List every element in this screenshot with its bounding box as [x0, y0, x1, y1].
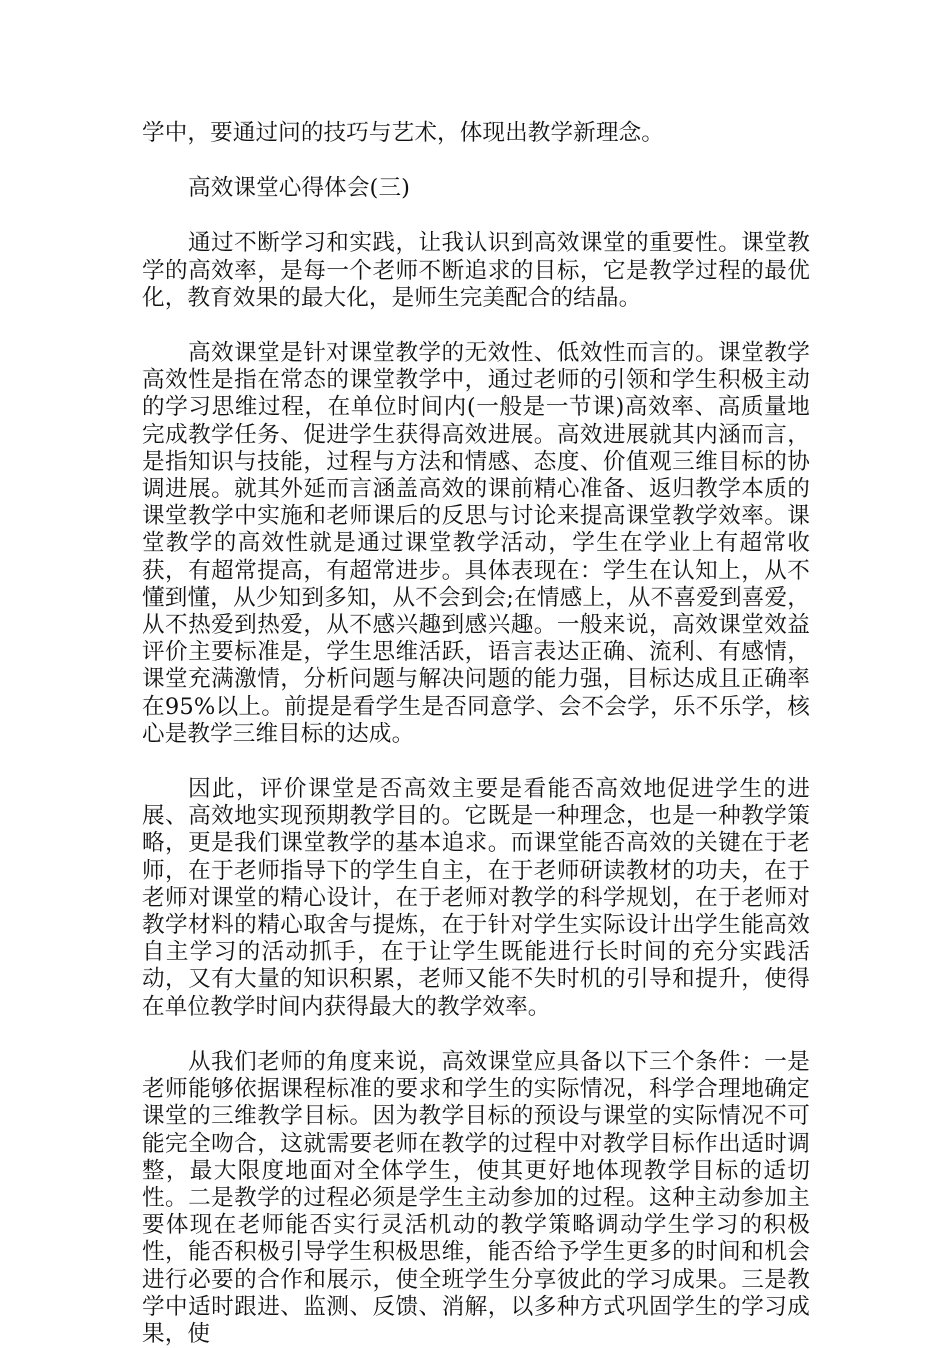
paragraph-intro: 通过不断学习和实践，让我认识到高效课堂的重要性。课堂教学的高效率，是每一个老师不断追求的目标，它是教学过程的最优化，教育效果的最大化，是师生完美配合的结晶。	[142, 230, 810, 311]
document-page	[142, 120, 810, 1348]
paragraph-definition: 高效课堂是针对课堂教学的无效性、低效性而言的。课堂教学高效性是指在常态的课堂教学中，通过老师的引领和学生积极主动的学习思维过程，在单位时间内(一般是一节课)高效率、高质量地完成教学任务、促进学生获得高效进展。高效进展就其内涵而言，是指知识与技能，过程与方法和情感、态度、价值观三维目标的协调进展。就其外延而言涵盖高效的课前精心准备、返归教学本质的课堂教学中实施和老师课后的反思与讨论来提高课堂教学效率。课堂教学的高效性就是通过课堂教学活动，学生在学业上有超常收获，有超常提高，有超常进步。具体表现在：学生在认知上，从不懂到懂，从少知到多知，从不会到会;在情感上，从不喜爱到喜爱，从不热爱到热爱，从不感兴趣到感兴趣。一般来说，高效课堂效益评价主要标准是，学生思维活跃，语言表达正确、流利、有感情，课堂充满激情，分析问题与解决问题的能力强，目标达成且正确率在95%以上。前提是看学生是否同意学、会不会学，乐不乐学，核心是教学三维目标的达成。	[142, 340, 810, 747]
paragraph-conditions: 从我们老师的角度来说，高效课堂应具备以下三个条件：一是老师能够依据课程标准的要求和学生的实际情况，科学合理地确定课堂的三维教学目标。因为教学目标的预设与课堂的实际情况不可能完全吻合，这就需要老师在教学的过程中对教学目标作出适时调整，最大限度地面对全体学生，使其更好地体现教学目标的适切性。二是教学的过程必须是学生主动参加的过程。这种主动参加主要体现在老师能否实行灵活机动的教学策略调动学生学习的积极性，能否积极引导学生积极思维，能否给予学生更多的时间和机会进行必要的合作和展示，使全班学生分享彼此的学习成果。三是教学中适时跟进、监测、反馈、消解，以多种方式巩固学生的学习成果，使	[142, 1048, 810, 1347]
section-heading: 高效课堂心得体会(三)	[188, 175, 411, 202]
paragraph-evaluation: 因此，评价课堂是否高效主要是看能否高效地促进学生的进展、高效地实现预期教学目的。它既是一种理念，也是一种教学策略，更是我们课堂教学的基本追求。而课堂能否高效的关键在于老师，在于老师指导下的学生自主，在于老师研读教材的功夫，在于老师对课堂的精心设计，在于老师对教学的科学规划，在于老师对教学材料的精心取舍与提炼，在于针对学生实际设计出学生能高效自主学习的活动抓手，在于让学生既能进行长时间的充分实践活动，又有大量的知识积累，老师又能不失时机的引导和提升，使得在单位教学时间内获得最大的教学效率。	[142, 776, 810, 1020]
paragraph-continuation: 学中，要通过问的技巧与艺术，体现出教学新理念。	[142, 120, 664, 146]
